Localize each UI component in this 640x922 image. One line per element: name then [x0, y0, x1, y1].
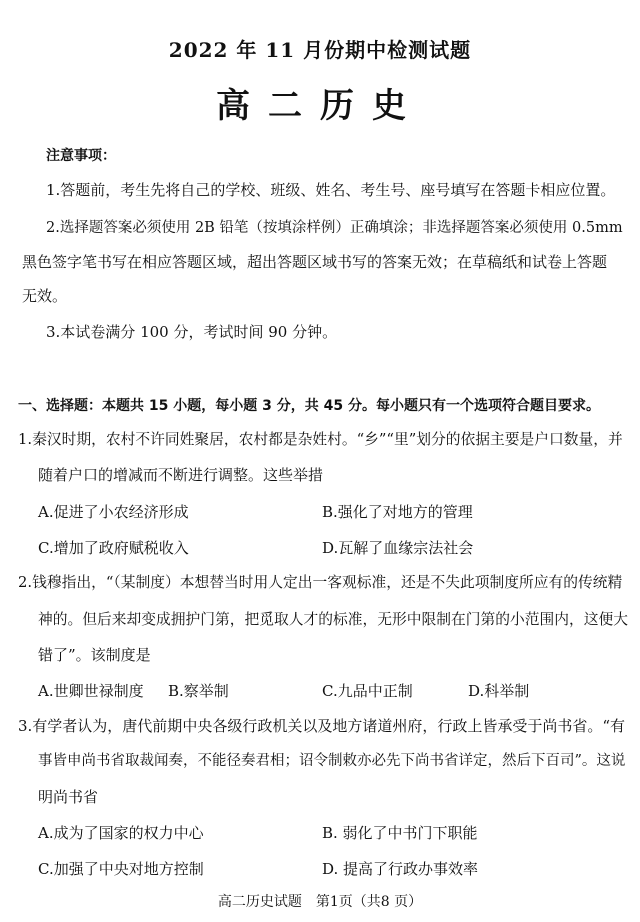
q2-stem-line-3: 错了”。该制度是: [38, 646, 151, 664]
q2-stem-line-1: 2.钱穆指出，“（某制度）本想替当时用人定出一客观标准，还是不失此项制度所应有的传统精: [18, 574, 623, 591]
note-item-2-line-3: 无效。: [22, 287, 68, 305]
q3-stem-line-1: 3.有学者认为，唐代前期中央各级行政机关以及地方诸道州府，行政上皆承受于尚书省。“有: [18, 717, 625, 735]
q2-option-d: D.科举制: [468, 682, 530, 700]
exam-title: 2022 年 11 月份期中检测试题: [168, 38, 472, 62]
q2-stem-line-2: 神的。但后来却变成拥护门第，把觅取人才的标准，无形中限制在门第的小范围内，这便大: [38, 611, 628, 628]
section-1-heading: 一、选择题：本题共 15 小题，每小题 3 分，共 45 分。每小题只有一个选项符合题目要求。: [18, 398, 600, 414]
q3-stem-line-3: 明尚书省: [38, 788, 99, 806]
q1-stem-line-2: 随着户口的增减而不断进行调整。这些举措: [38, 466, 324, 484]
note-item-1: 1.答题前，考生先将自己的学校、班级、姓名、考生号、座号填写在答题卡相应位置。: [46, 181, 616, 199]
note-item-2-line-2: 黑色签字笔书写在相应答题区域，超出答题区域书写的答案无效；在草稿纸和试卷上答题: [22, 253, 608, 271]
q2-option-c: C.九品中正制: [322, 682, 413, 700]
q2-option-a: A.世卿世禄制度: [38, 682, 144, 700]
subject-title: 高二历史: [216, 86, 424, 126]
q3-option-b: B. 弱化了中书门下职能: [322, 824, 478, 842]
q1-option-c: C.增加了政府赋税收入: [38, 539, 189, 557]
q3-option-c: C.加强了中央对地方控制: [38, 860, 204, 878]
q1-option-a: A.促进了小农经济形成: [38, 503, 189, 521]
q3-option-a: A.成为了国家的权力中心: [38, 824, 204, 842]
q3-option-d: D. 提高了行政办事效率: [322, 860, 479, 878]
q1-stem-line-1: 1.秦汉时期，农村不许同姓聚居，农村都是杂姓村。“乡”“里”划分的依据主要是户口数量，并: [18, 431, 623, 448]
note-item-3: 3.本试卷满分 100 分，考试时间 90 分钟。: [46, 323, 338, 341]
q1-option-d: D.瓦解了血缘宗法社会: [322, 539, 474, 557]
page-footer: 高二历史试题 第1页（共8 页）: [217, 894, 423, 910]
note-item-2-line-1: 2.选择题答案必须使用 2B 铅笔（按填涂样例）正确填涂；非选择题答案必须使用 0.5mm: [46, 220, 623, 236]
notes-heading: 注意事项：: [46, 148, 116, 164]
q3-stem-line-2: 事皆申尚书省取裁闻奏，不能径奏君相；诏令制敕亦必先下尚书省详定，然后下百司”。这说: [38, 753, 626, 769]
q1-option-b: B.强化了对地方的管理: [322, 503, 473, 521]
q2-option-b: B.察举制: [168, 682, 229, 700]
